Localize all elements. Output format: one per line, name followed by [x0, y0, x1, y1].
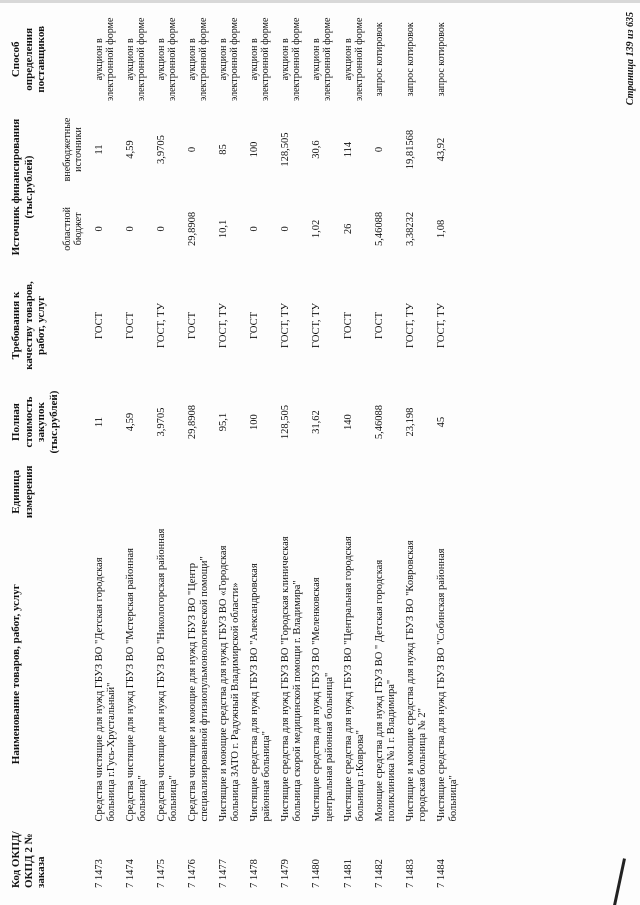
row-regional-budget: 0 [280, 226, 292, 232]
col-regional-budget: областной бюджет [61, 207, 85, 251]
row-requirements: ГОСТ, ТУ [280, 302, 292, 348]
row-requirements: ГОСТ, ТУ [435, 302, 447, 348]
row-cost: 100 [249, 414, 261, 430]
row-cost: 11 [93, 417, 105, 428]
row-method: аукцион в электронной форме [249, 17, 272, 102]
col-cost: Полная стоимость закупок (тыс.рублей) [10, 390, 60, 454]
row-unit [340, 460, 371, 524]
row-off-budget: 114 [342, 141, 354, 158]
row-regional-budget: 5,46088 [373, 211, 385, 246]
row-unit [402, 460, 433, 524]
row-requirements: ГОСТ [373, 312, 385, 339]
row-cost: 3,9705 [155, 407, 167, 437]
row-unit [184, 460, 215, 524]
row-unit [122, 460, 153, 524]
table-row [215, 11, 246, 891]
row-requirements: ГОСТ, ТУ [155, 302, 167, 348]
procurement-table [10, 11, 464, 891]
row-regional-budget: 1,02 [311, 219, 323, 239]
table-row [122, 11, 153, 891]
row-cost: 45 [435, 416, 447, 428]
row-name: Чистящие средства для нужд ГБУЗ ВО "Александровская районная больница" [249, 563, 273, 822]
row-cost: 29,8908 [186, 405, 198, 440]
row-unit [277, 460, 308, 524]
row-code: 7 1480 [311, 859, 323, 888]
row-off-budget: 11 [93, 144, 105, 155]
row-off-budget: 85 [218, 144, 230, 155]
row-name: Средства чистящие и моющие для нужд ГБУЗ ВО "Центр специализированной фтизиопульмонологической помощи" [186, 556, 210, 822]
row-off-budget: 100 [249, 141, 261, 158]
table-row [433, 11, 464, 891]
table-row [153, 11, 184, 891]
col-code: Код ОКПД/ ОКПД 2 № заказа [10, 831, 48, 888]
row-name: Моющие средства для нужд ГБУЗ ВО " Детская городская поликлиника №1 г. Владимира" [373, 559, 397, 822]
row-requirements: ГОСТ, ТУ [404, 302, 416, 348]
row-cost: 5,46088 [373, 405, 385, 440]
row-unit [153, 460, 184, 524]
row-code: 7 1484 [435, 859, 447, 888]
row-name: Чистящие и моющие средства для нужд ГБУЗ ВО «Городская больница ЗАТО г. Радужный Владимирской области» [218, 545, 242, 822]
row-cost: 4,59 [124, 412, 136, 432]
row-method: аукцион в электронной форме [124, 17, 147, 102]
row-method: аукцион в электронной форме [93, 17, 116, 102]
table-row [308, 11, 339, 891]
row-unit [215, 460, 246, 524]
row-code: 7 1477 [218, 859, 230, 888]
row-regional-budget: 0 [249, 226, 261, 232]
row-code: 7 1474 [124, 859, 136, 888]
row-off-budget: 128,505 [280, 132, 292, 167]
row-cost: 140 [342, 414, 354, 430]
row-requirements: ГОСТ [93, 312, 105, 339]
row-method: аукцион в электронной форме [186, 17, 209, 102]
table-row [246, 11, 277, 891]
row-requirements: ГОСТ [186, 312, 198, 339]
col-requirements: Требования к качеству товаров, работ, услуг [10, 281, 48, 370]
row-code: 7 1479 [280, 859, 292, 888]
row-name: Средства чистящие для нужд ГБУЗ ВО "Детская городская больница г.Гусь-Хрустальный" [93, 557, 117, 822]
row-off-budget: 3,9705 [155, 135, 167, 164]
row-method: аукцион в электронной форме [311, 17, 334, 102]
row-off-budget: 4,59 [124, 140, 136, 159]
row-unit [433, 460, 464, 524]
row-requirements: ГОСТ [249, 312, 261, 339]
row-method: запрос котировок [404, 22, 416, 97]
row-off-budget: 0 [186, 146, 198, 153]
row-unit [246, 460, 277, 524]
row-method: запрос котировок [373, 22, 385, 97]
row-code: 7 1482 [373, 859, 385, 888]
row-code: 7 1473 [93, 859, 105, 888]
row-cost: 23,198 [404, 407, 416, 437]
row-regional-budget: 29,8908 [186, 211, 198, 246]
row-name: Чистящие и моющие средства для нужд ГБУЗ ВО "Ковровская городская больница № 2" [404, 540, 428, 822]
row-method: аукцион в электронной форме [155, 17, 178, 102]
row-unit [91, 460, 122, 524]
row-code: 7 1483 [404, 859, 416, 888]
row-requirements: ГОСТ [124, 312, 136, 339]
row-name: Чистящие средства для нужд ГБУЗ ВО "Центральная городская больница г.Коврова" [342, 536, 366, 822]
row-code: 7 1478 [249, 859, 261, 888]
row-code: 7 1476 [186, 859, 198, 888]
row-cost: 31,62 [311, 410, 323, 434]
table-row [277, 11, 308, 891]
col-sources: Источник финансирования (тыс.рублей) [10, 118, 35, 256]
col-unit: Единица измерения [10, 465, 35, 519]
row-name: Средства чистящие для нужд ГБУЗ ВО "Никологорская районная больница" [155, 528, 179, 822]
row-regional-budget: 3,38232 [404, 211, 416, 246]
table-row [340, 11, 371, 891]
col-name: Наименование товаров, работ, услуг [10, 584, 22, 765]
row-off-budget: 30,6 [311, 140, 323, 159]
row-off-budget: 19,81568 [404, 129, 416, 170]
row-cost: 128,505 [280, 405, 292, 440]
row-method: аукцион в электронной форме [342, 17, 365, 102]
row-requirements: ГОСТ, ТУ [311, 302, 323, 348]
row-requirements: ГОСТ [342, 312, 354, 339]
row-regional-budget: 1,08 [435, 219, 447, 239]
row-method: аукцион в электронной форме [218, 17, 241, 102]
row-code: 7 1481 [342, 859, 354, 888]
table-row [371, 11, 402, 891]
col-method: Способ определения поставщиков [10, 25, 48, 93]
page-number: Страница 139 из 635 [624, 12, 636, 106]
row-regional-budget: 0 [124, 226, 136, 232]
row-off-budget: 43,92 [435, 137, 447, 162]
row-off-budget: 0 [373, 146, 385, 153]
row-regional-budget: 26 [342, 223, 354, 235]
table-row [184, 11, 215, 891]
row-unit [371, 460, 402, 524]
row-name: Чистящие средства для нужд ГБУЗ ВО "Меленковская центральная районная больница" [311, 577, 335, 822]
row-name: Чистящие средства для нужд ГБУЗ ВО "Собинская районная больница" [435, 548, 459, 822]
table-row [402, 11, 433, 891]
row-unit [308, 460, 339, 524]
row-regional-budget: 10,1 [218, 219, 230, 239]
table-row [91, 11, 122, 891]
header-row [10, 11, 62, 891]
row-method: запрос котировок [435, 22, 447, 97]
row-name: Чистящие средства для нужд ГБУЗ ВО "Городская клиническая больница скорой медицинской помощи г. Владимира" [280, 536, 304, 822]
row-requirements: ГОСТ, ТУ [218, 302, 230, 348]
subheader-row [62, 11, 91, 891]
row-cost: 95,1 [218, 412, 230, 432]
row-regional-budget: 0 [93, 226, 105, 232]
col-off-budget: внебюджетные источники [61, 117, 85, 182]
row-name: Средства чистящие для нужд ГБУЗ ВО "Мстерская районная больница" [124, 548, 148, 822]
row-method: аукцион в электронной форме [280, 17, 303, 102]
table-body [91, 11, 465, 891]
row-code: 7 1475 [155, 859, 167, 888]
row-regional-budget: 0 [155, 226, 167, 232]
